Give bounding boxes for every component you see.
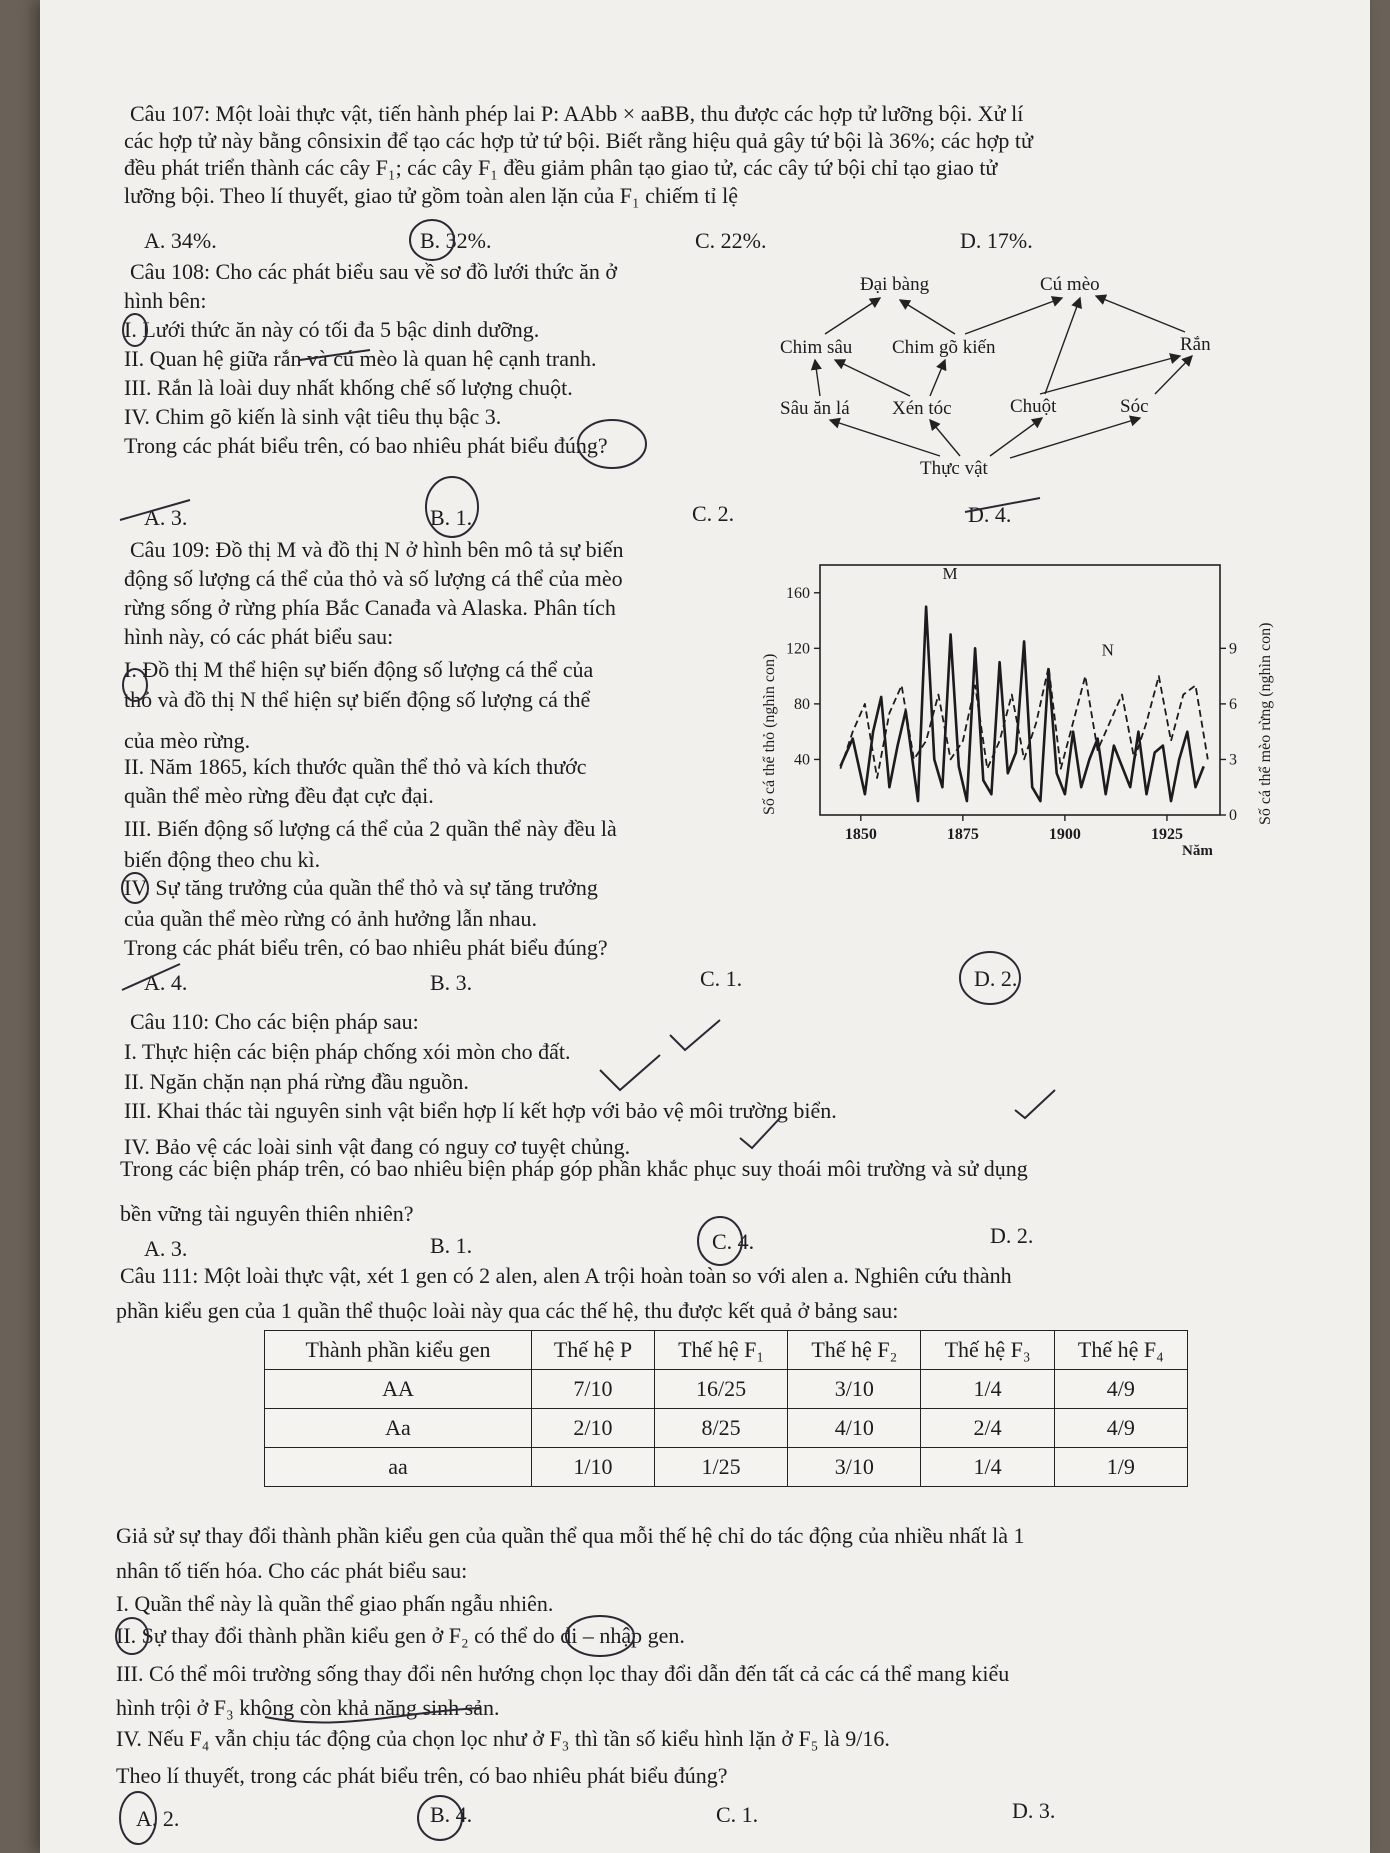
q110-measure-4: IV. Bảo vệ các loài sinh vật đang có nguy cơ tuyệt chủng. — [124, 1134, 631, 1159]
q109-statement-4b: của quần thể mèo rừng có ảnh hưởng lẫn nhau. — [124, 906, 538, 931]
q109-line-3: rừng sống ở rừng phía Bắc Canađa và Alaska. Phân tích — [124, 595, 616, 620]
table-cell: 4/9 — [1054, 1409, 1187, 1448]
y-tick-right-label: 9 — [1229, 640, 1237, 658]
series-m-line — [840, 607, 1203, 801]
q108-option-a[interactable]: A. 3. — [144, 505, 188, 530]
table-cell: 1/9 — [1054, 1448, 1187, 1487]
q111-line-1: Câu 111: Một loài thực vật, xét 1 gen có 2 alen, alen A trội hoàn toàn so với alen a. Nghiên cứu thành — [120, 1263, 1012, 1288]
q111-statement-3a: III. Có thể môi trường sống thay đổi nên hướng chọn lọc thay đổi dẫn đến tất cả các cá thể mang kiểu — [116, 1661, 1010, 1686]
q111-statement-1: I. Quần thể này là quần thể giao phấn ngẫu nhiên. — [116, 1591, 554, 1616]
q111-option-d[interactable]: D. 3. — [1012, 1798, 1056, 1823]
q109-statement-1b: thỏ và đồ thị N thể hiện sự biến động số lượng cá thể — [124, 687, 591, 712]
x-tick-label: 1875 — [946, 826, 979, 843]
table-header: Thế hệ P — [532, 1331, 655, 1370]
table-cell: 3/10 — [788, 1370, 921, 1409]
table-row — [265, 1448, 1188, 1487]
y-tick-right-label: 6 — [1229, 695, 1237, 713]
q110-option-c[interactable]: C. 4. — [712, 1229, 755, 1254]
y-tick-right-label: 3 — [1229, 751, 1237, 769]
node-sau-an-la: Sâu ăn lá — [780, 398, 850, 419]
q110-option-b[interactable]: B. 1. — [430, 1233, 473, 1258]
table-cell: 8/25 — [654, 1409, 787, 1448]
q108-option-b[interactable]: B. 1. — [430, 505, 473, 530]
table-cell: 1/4 — [921, 1448, 1054, 1487]
q109-line-1: Câu 109: Đồ thị M và đồ thị N ở hình bên mô tả sự biến — [130, 537, 624, 562]
q111-line-3: Giả sử sự thay đổi thành phần kiểu gen của quần thể qua mỗi thế hệ chỉ do tác động của nhiều nhất là 1 — [116, 1523, 1025, 1548]
q109-question: Trong các phát biểu trên, có bao nhiêu phát biểu đúng? — [124, 935, 608, 960]
q109-statement-4a: IV. Sự tăng trưởng của quần thể thỏ và sự tăng trưởng — [124, 875, 598, 900]
table-cell: 16/25 — [654, 1370, 787, 1409]
q111-question: Theo lí thuyết, trong các phát biểu trên, có bao nhiêu phát biểu đúng? — [116, 1763, 728, 1788]
q110-option-d[interactable]: D. 2. — [990, 1223, 1034, 1248]
q109-option-c[interactable]: C. 1. — [700, 966, 743, 991]
table-header: Thành phần kiểu gen — [265, 1331, 532, 1370]
q107-option-a[interactable]: A. 34%. — [144, 228, 217, 253]
y-tick-left-label: 160 — [786, 584, 810, 602]
q111-statement-4: IV. Nếu F₄ vẫn chịu tác động của chọn lọc như ở F₃ thì tần số kiểu hình lặn ở F₅ là 9/16. — [116, 1726, 890, 1751]
q107-option-c[interactable]: C. 22%. — [695, 228, 767, 253]
table-header: Thế hệ F₃ — [921, 1331, 1054, 1370]
table-cell: 4/10 — [788, 1409, 921, 1448]
y-tick-left-label: 120 — [786, 640, 810, 658]
q107-line-1: Câu 107: Một loài thực vật, tiến hành phép lai P: AAbb × aaBB, thu được các hợp tử lưỡng bội. Xử lí — [130, 101, 1024, 126]
q109-statement-2a: II. Năm 1865, kích thước quần thể thỏ và kích thước — [124, 754, 587, 779]
q108-line-2: hình bên: — [124, 288, 207, 313]
table-cell: 3/10 — [788, 1448, 921, 1487]
q111-statement-2: II. Sự thay đổi thành phần kiểu gen ở F₂ có thể do di – nhập gen. — [116, 1623, 685, 1648]
node-soc: Sóc — [1120, 396, 1149, 417]
q109-option-a[interactable]: A. 4. — [144, 970, 188, 995]
q109-option-b[interactable]: B. 3. — [430, 970, 473, 995]
q109-statement-2b: quần thể mèo rừng đều đạt cực đại. — [124, 783, 434, 808]
table-header: Thế hệ F₁ — [654, 1331, 787, 1370]
table-cell: 7/10 — [532, 1370, 655, 1409]
q111-line-2: phần kiểu gen của 1 quần thể thuộc loài này qua các thế hệ, thu được kết quả ở bảng sau: — [116, 1298, 899, 1323]
q108-option-d[interactable]: D. 4. — [968, 502, 1012, 527]
population-chart — [750, 555, 1280, 855]
q109-option-d[interactable]: D. 2. — [974, 966, 1018, 991]
y-tick-left-label: 80 — [794, 695, 810, 713]
x-tick-label: 1850 — [844, 826, 877, 843]
q109-statement-3a: III. Biến động số lượng cá thể của 2 quần thể này đều là — [124, 816, 617, 841]
q107-line-2: các hợp tử này bằng cônsixin để tạo các hợp tử tứ bội. Biết rằng hiệu quả gây tứ bội là 36%; các hợp tử — [124, 128, 1033, 153]
node-xen-toc: Xén tóc — [892, 398, 952, 419]
q108-statement-2: II. Quan hệ giữa rắn và cú mèo là quan hệ cạnh tranh. — [124, 346, 597, 371]
q111-option-b[interactable]: B. 4. — [430, 1802, 473, 1827]
q110-question-1: Trong các biện pháp trên, có bao nhiêu biện pháp góp phần khắc phục suy thoái môi trường và sử dụng — [120, 1156, 1028, 1181]
node-dai-bang: Đại bàng — [860, 274, 930, 295]
q110-measure-1: I. Thực hiện các biện pháp chống xói mòn cho đất. — [124, 1039, 571, 1064]
q111-statement-3b: hình trội ở F₃ không còn khả năng sinh sản. — [116, 1695, 500, 1720]
table-cell: 1/10 — [532, 1448, 655, 1487]
table-cell: 1/25 — [654, 1448, 787, 1487]
table-header: Thế hệ F₂ — [788, 1331, 921, 1370]
q111-option-c[interactable]: C. 1. — [716, 1802, 759, 1827]
table-cell: 4/9 — [1054, 1370, 1187, 1409]
series-n-label: N — [1101, 640, 1114, 660]
q110-line-1: Câu 110: Cho các biện pháp sau: — [130, 1009, 419, 1034]
x-tick-label: 1925 — [1150, 826, 1183, 843]
food-web-diagram — [780, 268, 1300, 493]
node-thuc-vat: Thực vật — [920, 458, 988, 479]
table-header-row — [265, 1331, 1188, 1370]
x-axis-label: Năm — [1182, 843, 1213, 855]
q111-option-a[interactable]: A. 2. — [136, 1806, 180, 1831]
q110-option-a[interactable]: A. 3. — [144, 1236, 188, 1261]
node-chim-sau: Chim sâu — [780, 337, 853, 358]
q109-statement-1c: của mèo rừng. — [124, 728, 251, 753]
series-m-label: M — [942, 563, 958, 583]
q108-option-c[interactable]: C. 2. — [692, 501, 735, 526]
table-row — [265, 1409, 1188, 1448]
table-cell: AA — [265, 1370, 532, 1409]
exam-page — [40, 0, 1370, 1853]
q107-option-d[interactable]: D. 17%. — [960, 228, 1033, 253]
q110-question-2: bền vững tài nguyên thiên nhiên? — [120, 1201, 414, 1226]
check-mark — [670, 1020, 720, 1050]
q108-statement-3: III. Rắn là loài duy nhất khống chế số lượng chuột. — [124, 375, 573, 400]
q109-line-4: hình này, có các phát biểu sau: — [124, 624, 394, 649]
table-cell: 2/10 — [532, 1409, 655, 1448]
x-tick-label: 1900 — [1048, 826, 1081, 843]
q108-statement-1: I. Lưới thức ăn này có tối đa 5 bậc dinh dưỡng. — [124, 317, 540, 342]
table-cell: 2/4 — [921, 1409, 1054, 1448]
q109-statement-1a: I. Đồ thị M thể hiện sự biến động số lượng cá thể của — [124, 657, 594, 682]
table-cell: aa — [265, 1448, 532, 1487]
node-chim-go-kien: Chim gõ kiến — [892, 337, 996, 358]
node-ran: Rắn — [1180, 334, 1211, 355]
y-axis-right-label: Số cá thể mèo rừng (nghìn con) — [1257, 622, 1274, 825]
table-row — [265, 1370, 1188, 1409]
node-chuot: Chuột — [1010, 396, 1057, 417]
y-axis-left-label: Số cá thể thỏ (nghìn con) — [761, 653, 778, 815]
q107-line-3: đều phát triển thành các cây F₁; các cây F₁ đều giảm phân tạo giao tử, các cây tứ bội chỉ tạo giao tử — [124, 155, 998, 180]
q108-statement-4: IV. Chim gõ kiến là sinh vật tiêu thụ bậc 3. — [124, 404, 502, 429]
q107-line-4: lưỡng bội. Theo lí thuyết, giao tử gồm toàn alen lặn của F₁ chiếm tỉ lệ — [124, 183, 739, 208]
q109-statement-3b: biến động theo chu kì. — [124, 847, 321, 872]
q109-line-2: động số lượng cá thể của thỏ và số lượng cá thể của mèo — [124, 566, 623, 591]
q111-line-4: nhân tố tiến hóa. Cho các phát biểu sau: — [116, 1558, 468, 1583]
table-cell: 1/4 — [921, 1370, 1054, 1409]
q108-question: Trong các phát biểu trên, có bao nhiêu phát biểu đúng? — [124, 433, 608, 458]
y-tick-right-label: 0 — [1229, 807, 1237, 824]
y-tick-left-label: 40 — [794, 751, 810, 769]
check-mark — [1015, 1090, 1055, 1118]
q110-measure-2: II. Ngăn chặn nạn phá rừng đầu nguồn. — [124, 1069, 469, 1094]
q110-measure-3: III. Khai thác tài nguyên sinh vật biển hợp lí kết hợp với bảo vệ môi trường biển. — [124, 1098, 837, 1123]
genotype-table — [264, 1330, 1188, 1487]
node-cu-meo: Cú mèo — [1040, 274, 1100, 295]
table-header: Thế hệ F₄ — [1054, 1331, 1187, 1370]
check-mark — [600, 1055, 660, 1090]
q107-option-b[interactable]: B. 32%. — [420, 228, 492, 253]
table-cell: Aa — [265, 1409, 532, 1448]
q108-line-1: Câu 108: Cho các phát biểu sau về sơ đồ lưới thức ăn ở — [130, 259, 618, 284]
